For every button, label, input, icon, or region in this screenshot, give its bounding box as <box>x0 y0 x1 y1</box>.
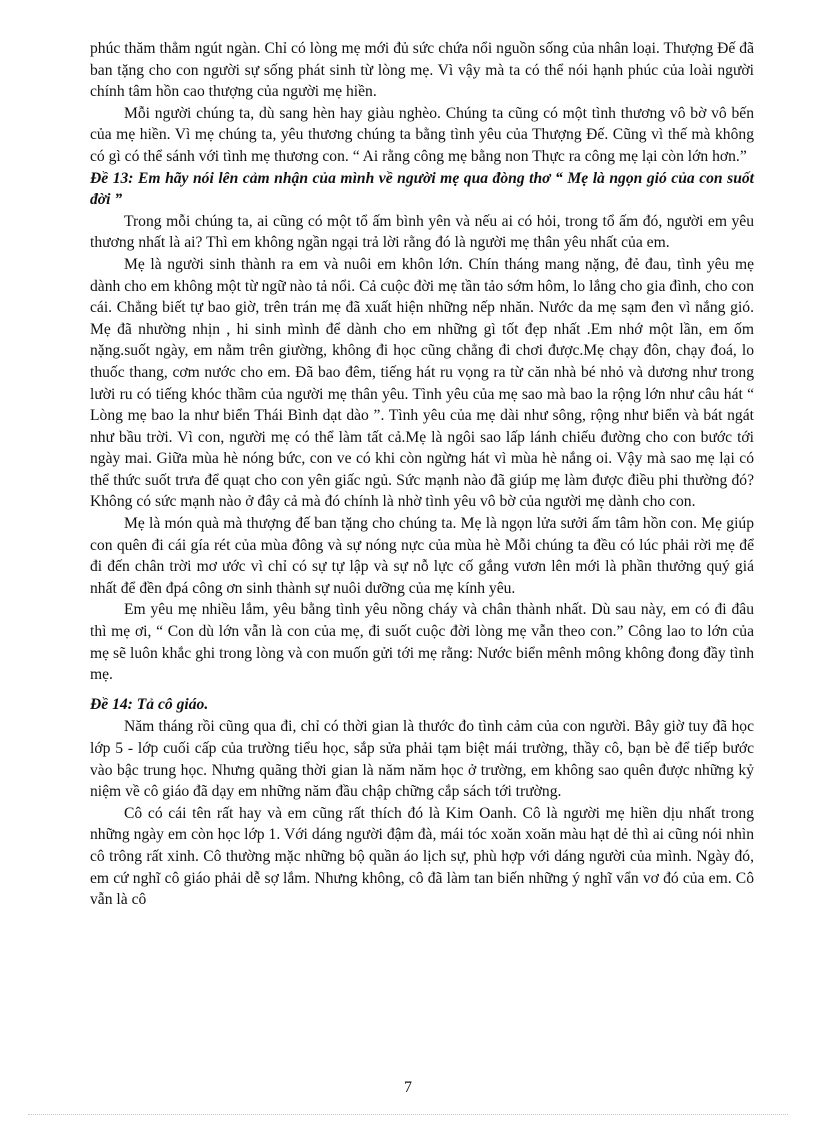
section-14 <box>90 694 754 911</box>
footer-divider <box>28 1114 788 1115</box>
section-14-paragraph-2: Cô có cái tên rất hay và em cũng rất thích đó là Kim Oanh. Cô là người mẹ hiền dịu nhất trong những ngày em còn học lớp 1. Với dáng người đậm đà, mái tóc xoăn xoăn màu hạt dẻ thì ai cũng nói nhìn cô trông rất xinh. Cô thường mặc những bộ quần áo lịch sự, phù hợp với dáng người của mình. Ngày đó, em cứ nghĩ cô giáo phải dễ sợ lắm. Nhưng không, cô đã làm tan biến những ý nghĩ vẩn vơ đó của em. Cô vẫn là cô <box>90 804 754 909</box>
section-14-paragraph-1: Năm tháng rồi cũng qua đi, chỉ có thời gian là thước đo tình cảm của con người. Bây giờ tuy đã học lớp 5 - lớp cuối cấp của trường tiểu học, sắp sửa phải tạm biệt mái trường, thầy cô, bạn bè để tiếp bước vào bậc trung học. Nhưng quãng thời gian là năm năm học ở trường, em không sao quên được những kỷ niệm về cô giáo đã dạy em những năm đầu chập chững cắp sách tới trường. <box>90 718 754 801</box>
section-14-title: Đề 14: Tả cô giáo. <box>90 695 209 713</box>
section-13-paragraph-2: Mẹ là người sinh thành ra em và nuôi em khôn lớn. Chín tháng mang nặng, đẻ đau, tình yêu mẹ dành cho em không một từ ngữ nào tả nổi. Cả cuộc đời mẹ tần tảo sớm hôm, lo lắng cho gia đình, cho con cái. Chẳng biết tự bao giờ, trên trán mẹ đã xuất hiện những nếp nhăn. Nước da mẹ sạm đen vì nắng gió. Mẹ đã nhường nhịn , hi sinh mình để dành cho em những gì tốt đẹp nhất .Em nhớ một lần, em ốm nặng.suốt ngày, em nằm trên giường, không đi học cũng chẳng đi chơi được.Mẹ chạy đôn, chạy đoá, lo thuốc thang, cơm nước cho em. Đã bao đêm, tiếng hát ru vọng ra từ căn nhà bé nhỏ và dương như trong lười ru có tiếng khóc thầm của người mẹ thân yêu. Tình yêu của mẹ sao mà bao la rộng lớn như câu hát “ Lòng mẹ bao la như biển Thái Bình dạt dào ”. Tình yêu của mẹ dài như sông, rộng như biển và bát ngát như bầu trời. Vì con, người mẹ có thể làm tất cả.Mẹ là ngôi sao lấp lánh chiếu đường cho con bước tới ngày mai. Giữa mùa hè nóng bức, con ve có khi còn ngừng hát vì mùa hè nắng oi. Vậy mà sao mẹ lại có thể thức suốt trưa để quạt cho con yên giấc ngủ. Sức mạnh nào đã giúp mẹ làm được điều phi thường đó? Không có sức mạnh nào ở đây cả mà đó chính là nhờ tình yêu vô bờ của người mẹ dành cho con. <box>90 255 754 511</box>
section-13-paragraph-3: Mẹ là món quà mà thượng đế ban tặng cho chúng ta. Mẹ là ngọn lửa sưởi ấm tâm hồn con. Mẹ giúp con quên đi cái gía rét của mùa đông và sự nóng nực của mùa hè Mỗi chúng ta đều có lúc phải rời mẹ để đi đến chân trời mơ ước vì chỉ có sự tự lập và sự nỗ lực cố gắng vươn lên mới là phần thưởng quý giá nhất để đền đpá công ơn sinh thành sự nuôi dưỡng của mẹ kính yêu. <box>90 515 754 597</box>
page-number: 7 <box>404 1079 412 1096</box>
section-13-title: Đề 13: Em hãy nói lên cảm nhận của mình về người mẹ qua đòng thơ “ Mẹ là ngọn gió của con suốt đời ” <box>90 169 754 209</box>
intro-paragraph-2: Mỗi người chúng ta, dù sang hèn hay giàu nghèo. Chúng ta cũng có một tình thương vô bờ vô bến của mẹ hiền. Vì mẹ chúng ta, yêu thương chúng ta bằng tình yêu của Thượng Đế. Cũng vì thế mà không có gì có thể sánh với tình mẹ thương con. “ Ai rằng công mẹ bằng non Thực ra công mẹ lại còn lớn hơn.” <box>90 104 754 165</box>
section-13-paragraph-4: Em yêu mẹ nhiều lắm, yêu bằng tình yêu nồng cháy và chân thành nhất. Dù sau này, em có đi đâu thì mẹ ơi, “ Con dù lớn vẫn là con của mẹ, đi suốt cuộc đời lòng mẹ vẫn theo con.” Công lao to lớn của mẹ sẽ luôn khắc ghi trong lòng và con muốn gửi tới mẹ rằng: Nước biển mênh mông không đong đầy tình mẹ. <box>90 601 754 684</box>
section-13-paragraph-1: Trong mỗi chúng ta, ai cũng có một tổ ấm bình yên và nếu ai có hỏi, trong tổ ấm đó, người em yêu thương nhất là ai? Thì em không ngần ngại trả lời rằng đó là người mẹ thân yêu nhất của em. <box>90 212 754 252</box>
intro-paragraph-1: phúc thăm thẳm ngút ngàn. Chỉ có lòng mẹ mới đủ sức chứa nổi nguồn sống của nhân loại. Thượng Đế đã ban tặng cho con người sự sống phát sinh từ lòng mẹ. Vì vậy mà ta có thể nói hạnh phúc của loài người chính tâm hồn cao thượng của người mẹ hiền. <box>90 40 754 101</box>
